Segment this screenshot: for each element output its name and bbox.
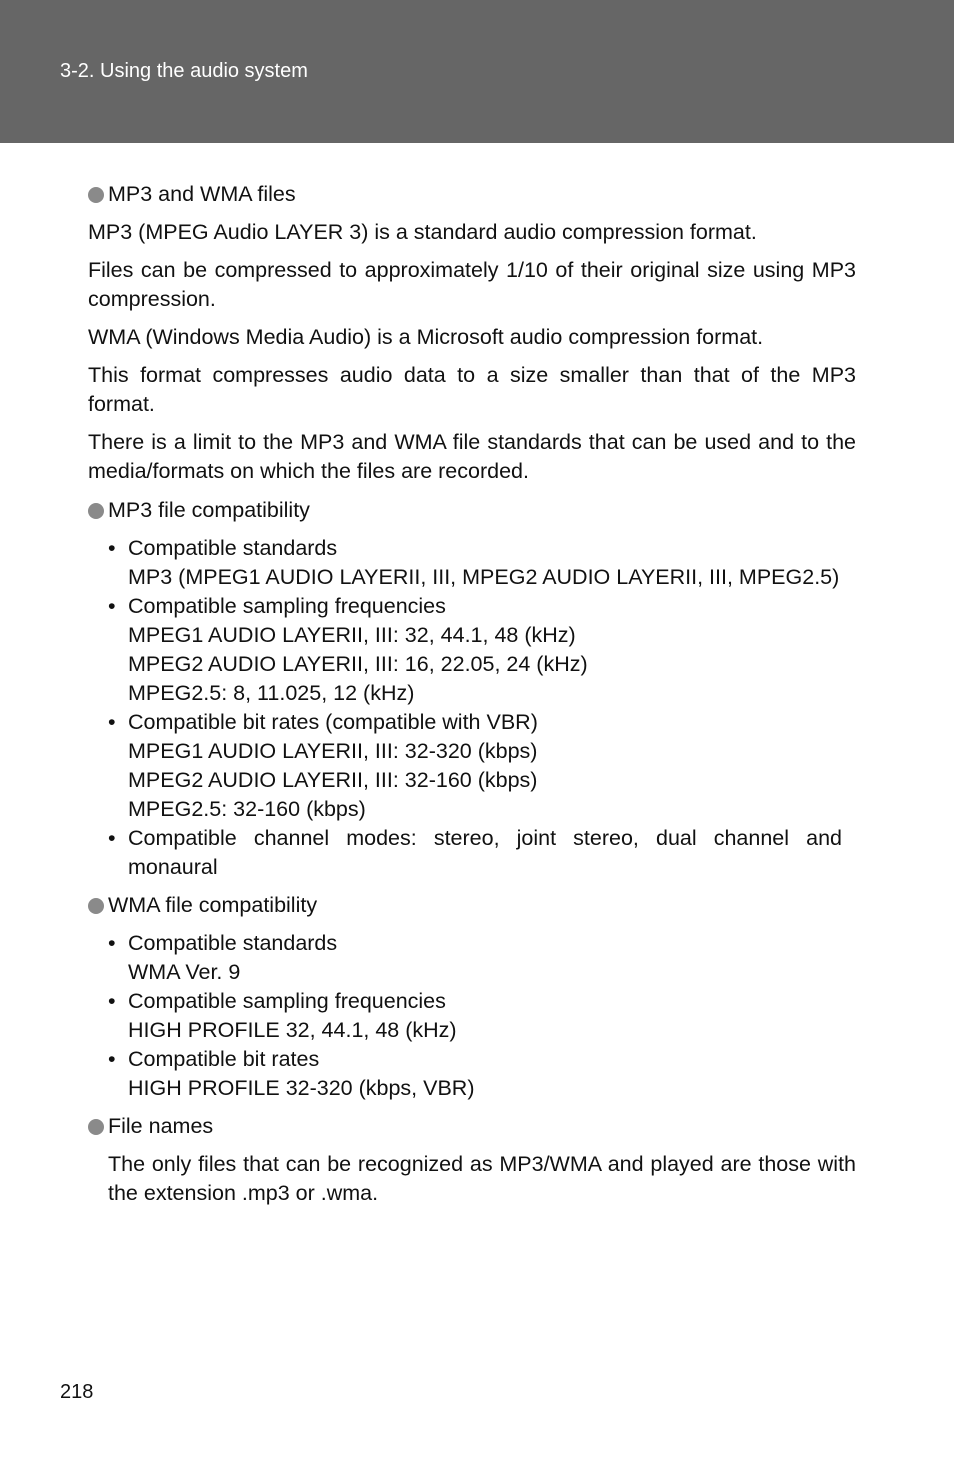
- section-heading-text: WMA file compatibility: [108, 893, 318, 917]
- bullet-icon: •: [108, 536, 116, 560]
- circle-bullet-icon: [88, 187, 104, 203]
- list-item-detail: HIGH PROFILE 32-320 (kbps, VBR): [128, 1076, 475, 1100]
- list-item: [108, 1045, 842, 1103]
- list-item-label: Compatible standards: [128, 931, 338, 955]
- wma-compatibility-list: [108, 929, 842, 1103]
- circle-bullet-icon: [88, 1119, 104, 1135]
- paragraph: This format compresses audio data to a size smaller than that of the MP3 format.: [88, 363, 856, 416]
- list-item: [108, 534, 842, 592]
- list-item: [108, 824, 842, 882]
- list-item-detail: MPEG2.5: 32-160 (kbps): [128, 797, 366, 821]
- section-heading-text: MP3 file compatibility: [108, 498, 310, 522]
- section-heading-wma-compatibility: [88, 891, 856, 920]
- page-number: 218: [60, 1381, 94, 1403]
- mp3-compatibility-list: [108, 534, 842, 882]
- bullet-icon: •: [108, 710, 116, 734]
- list-item-label: Compatible channel modes: stereo, joint stereo, dual channel and monaural: [128, 826, 842, 879]
- section-heading-mp3-compatibility: [88, 496, 856, 525]
- page-content: [88, 180, 856, 1208]
- list-item-detail: WMA Ver. 9: [128, 960, 241, 984]
- list-item-label: Compatible bit rates (compatible with VBR): [128, 710, 538, 734]
- list-item: [108, 708, 842, 824]
- bullet-icon: •: [108, 931, 116, 955]
- list-item-detail: HIGH PROFILE 32, 44.1, 48 (kHz): [128, 1018, 457, 1042]
- list-item-detail: MPEG1 AUDIO LAYERII, III: 32, 44.1, 48 (kHz): [128, 623, 576, 647]
- bullet-icon: •: [108, 989, 116, 1013]
- paragraph: There is a limit to the MP3 and WMA file standards that can be used and to the media/formats on which the files are recorded.: [88, 430, 856, 483]
- paragraph: The only files that can be recognized as MP3/WMA and played are those with the extension .mp3 or .wma.: [108, 1152, 856, 1205]
- list-item: [108, 592, 842, 708]
- bullet-icon: •: [108, 826, 116, 850]
- list-item: [108, 987, 842, 1045]
- list-item-detail: MP3 (MPEG1 AUDIO LAYERII, III, MPEG2 AUDIO LAYERII, III, MPEG2.5): [128, 565, 840, 589]
- circle-bullet-icon: [88, 503, 104, 519]
- list-item-label: Compatible sampling frequencies: [128, 594, 446, 618]
- section-breadcrumb: 3-2. Using the audio system: [60, 60, 308, 82]
- bullet-icon: •: [108, 594, 116, 618]
- section-heading-text: MP3 and WMA files: [108, 182, 296, 206]
- list-item-detail: MPEG2 AUDIO LAYERII, III: 32-160 (kbps): [128, 768, 538, 792]
- section-heading-file-names: [88, 1112, 856, 1141]
- paragraph: Files can be compressed to approximately 1/10 of their original size using MP3 compression.: [88, 258, 856, 311]
- section-heading-text: File names: [108, 1114, 214, 1138]
- paragraph: WMA (Windows Media Audio) is a Microsoft audio compression format.: [88, 325, 764, 349]
- list-item-label: Compatible bit rates: [128, 1047, 320, 1071]
- list-item: [108, 929, 842, 987]
- list-item-detail: MPEG2.5: 8, 11.025, 12 (kHz): [128, 681, 415, 705]
- list-item-label: Compatible sampling frequencies: [128, 989, 446, 1013]
- list-item-detail: MPEG2 AUDIO LAYERII, III: 16, 22.05, 24 (kHz): [128, 652, 588, 676]
- list-item-label: Compatible standards: [128, 536, 338, 560]
- bullet-icon: •: [108, 1047, 116, 1071]
- section-heading-mp3-wma-files: [88, 180, 856, 209]
- circle-bullet-icon: [88, 898, 104, 914]
- list-item-detail: MPEG1 AUDIO LAYERII, III: 32-320 (kbps): [128, 739, 538, 763]
- header-bar: [0, 0, 954, 143]
- paragraph: MP3 (MPEG Audio LAYER 3) is a standard audio compression format.: [88, 220, 757, 244]
